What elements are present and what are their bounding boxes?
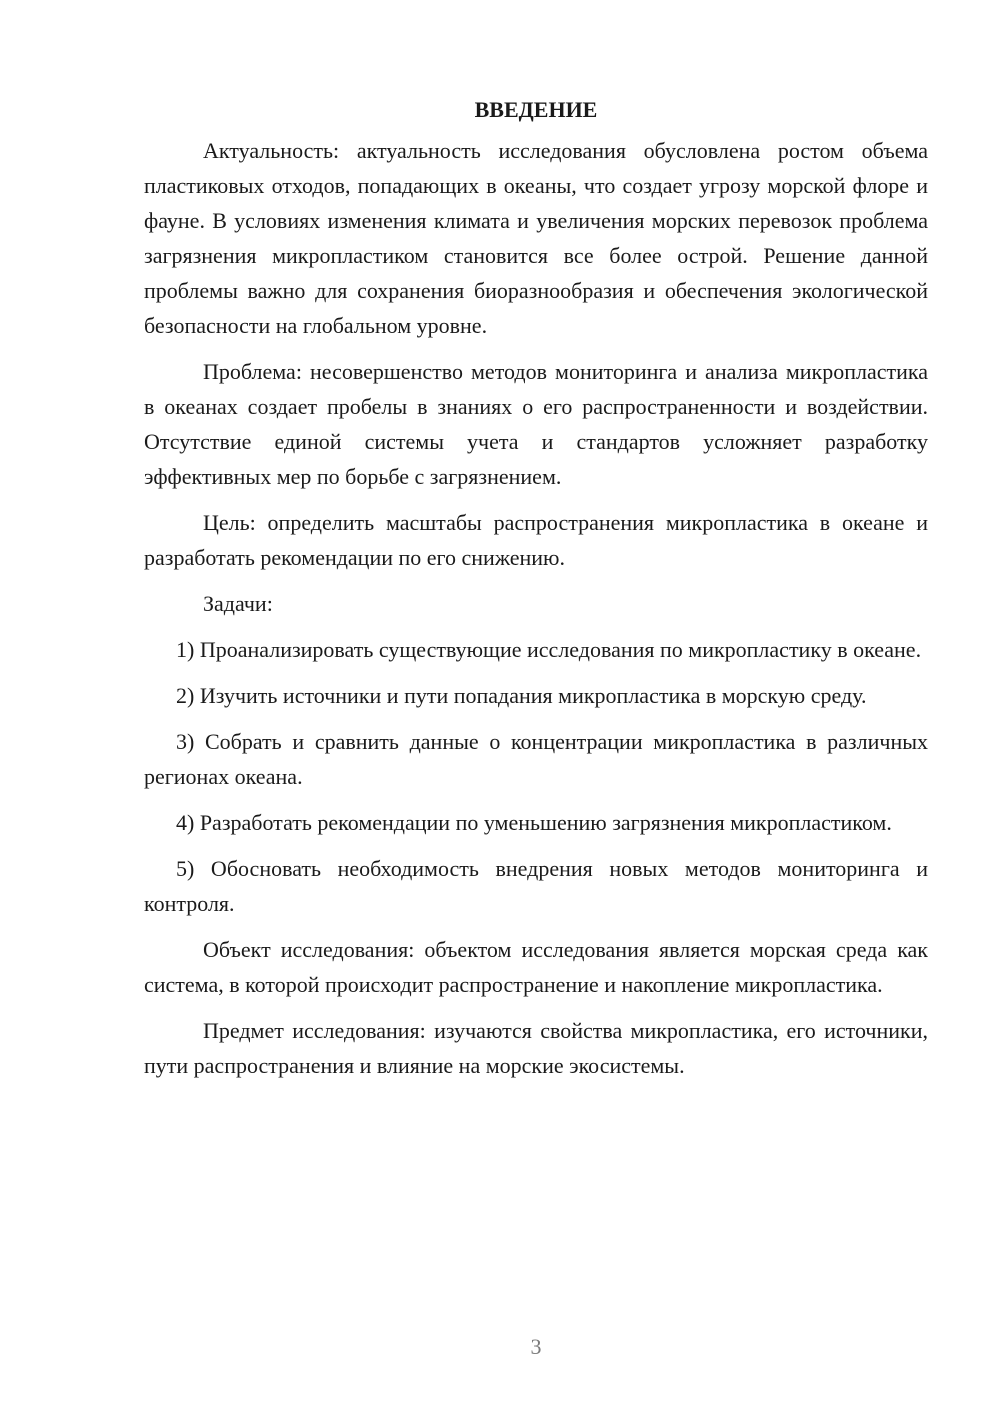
paragraph-problem: Проблема: несовершенство методов мониторинга и анализа микропластика в океанах создает пробелы в знаниях о его распространенности и воздействии. Отсутствие единой системы учета и стандартов усложняет разработку эффективных мер по борьбе с загрязнением. bbox=[144, 359, 928, 489]
paragraph-goal: Цель: определить масштабы распространения микропластика в океане и разработать рекомендации по его снижению. bbox=[144, 510, 928, 570]
page-number: 3 bbox=[530, 1334, 542, 1359]
paragraph-relevance: Актуальность: актуальность исследования обусловлена ростом объема пластиковых отходов, попадающих в океаны, что создает угрозу морской флоре и фауне. В условиях изменения климата и увеличения морских перевозок проблема загрязнения микропластиком становится все более острой. Решение данной проблемы важно для сохранения биоразнообразия и обеспечения экологической безопасности на глобальном уровне. bbox=[144, 138, 928, 338]
page-content bbox=[144, 92, 928, 1094]
paragraph-subject: Предмет исследования: изучаются свойства микропластика, его источники, пути распространения и влияние на морские экосистемы. bbox=[144, 1018, 928, 1078]
task-item-1: 1) Проанализировать существующие исследования по микропластику в океане. bbox=[176, 637, 922, 662]
section-title: ВВЕДЕНИЕ bbox=[474, 97, 598, 122]
task-item-5: 5) Обосновать необходимость внедрения новых методов мониторинга и контроля. bbox=[144, 856, 928, 916]
tasks-heading: Задачи: bbox=[203, 591, 273, 616]
task-item-2: 2) Изучить источники и пути попадания микропластика в морскую среду. bbox=[176, 683, 867, 708]
task-item-4: 4) Разработать рекомендации по уменьшению загрязнения микропластиком. bbox=[176, 810, 892, 835]
task-item-3: 3) Собрать и сравнить данные о концентрации микропластика в различных регионах океана. bbox=[144, 729, 928, 789]
paragraph-object: Объект исследования: объектом исследования является морская среда как система, в которой происходит распространение и накопление микропластика. bbox=[144, 937, 928, 997]
